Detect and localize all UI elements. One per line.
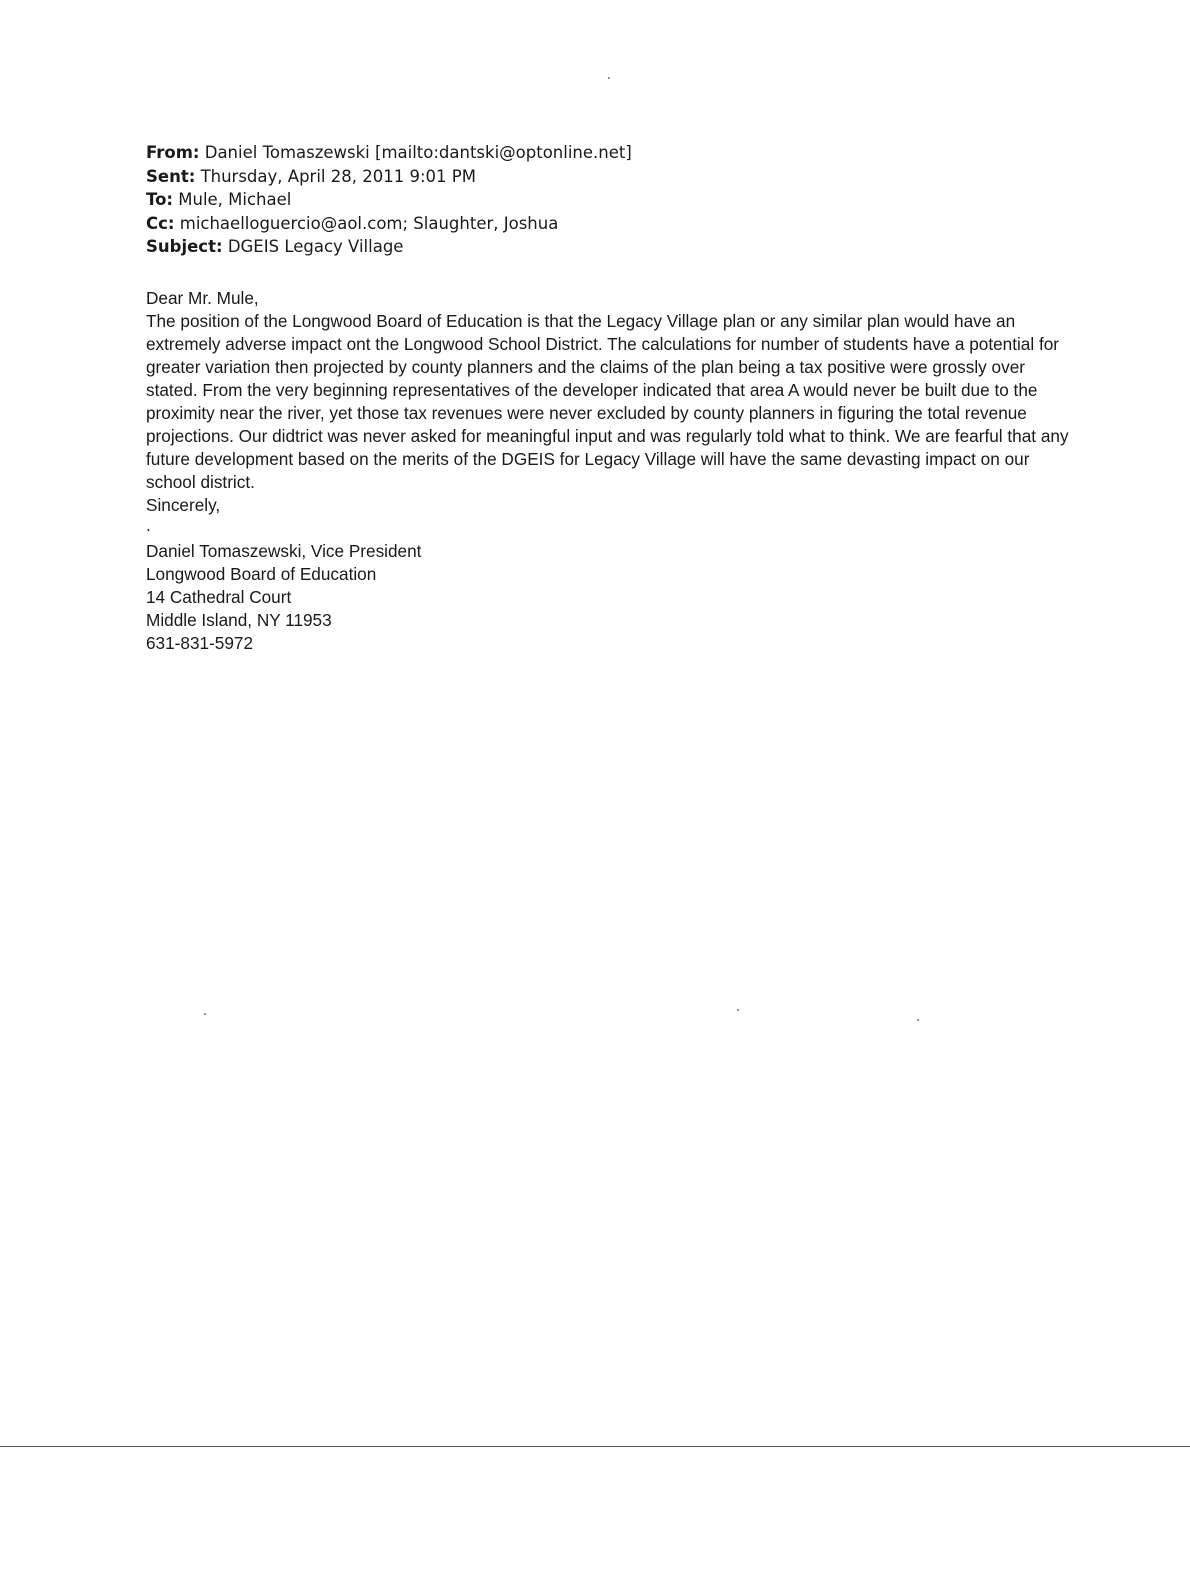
sent-line	[146, 165, 1046, 189]
page-bottom-rule	[0, 1446, 1190, 1447]
email-header	[146, 141, 1046, 259]
salutation: Dear Mr. Mule,	[146, 288, 259, 308]
sent-label: Sent:	[146, 166, 196, 186]
cc-value: michaelloguercio@aol.com; Slaughter, Joshua	[179, 213, 559, 233]
subject-label: Subject:	[146, 237, 223, 256]
to-value: Mule, Michael	[178, 190, 292, 209]
scan-speck	[917, 1019, 919, 1021]
sent-value: Thursday, April 28, 2011 9:01 PM	[200, 166, 476, 186]
signature-organization: Longwood Board of Education	[146, 564, 377, 584]
cc-line	[146, 212, 1046, 236]
stray-dot: .	[146, 515, 151, 535]
letter-body	[146, 287, 1081, 655]
from-line	[146, 141, 1046, 165]
signature-phone: 631-831-5972	[146, 633, 254, 653]
from-label: From:	[146, 143, 200, 162]
scan-speck	[737, 1009, 739, 1011]
signature-name-title: Daniel Tomaszewski, Vice President	[146, 541, 422, 561]
from-value: Daniel Tomaszewski [mailto:dantski@optonline.net]	[204, 143, 632, 162]
cc-label: Cc:	[146, 213, 175, 233]
signature-city-state-zip: Middle Island, NY 11953	[146, 610, 332, 630]
scan-speck	[608, 77, 610, 79]
scan-speck	[204, 1013, 206, 1015]
subject-value: DGEIS Legacy Village	[227, 237, 404, 256]
to-label: To:	[146, 190, 173, 209]
closing: Sincerely,	[146, 495, 221, 515]
signature-street: 14 Cathedral Court	[146, 587, 292, 607]
subject-line	[146, 235, 1046, 259]
letter-paragraph: The position of the Longwood Board of Education is that the Legacy Village plan or any similar plan would have an extremely adverse impact ont the Longwood School District. The calculations for number of students have a potential for greater variation then projected by county planners and the claims of the plan being a tax positive were grossly over stated. From the very beginning representatives of the developer indicated that area A would never be built due to the proximity near the river, yet those tax revenues were never excluded by county planners in figuring the total revenue projections. Our didtrict was never asked for meaningful input and was regularly told what to think. We are fearful that any future development based on the merits of the DGEIS for Legacy Village will have the same devasting impact on our school district.	[146, 311, 1069, 492]
to-line	[146, 188, 1046, 212]
